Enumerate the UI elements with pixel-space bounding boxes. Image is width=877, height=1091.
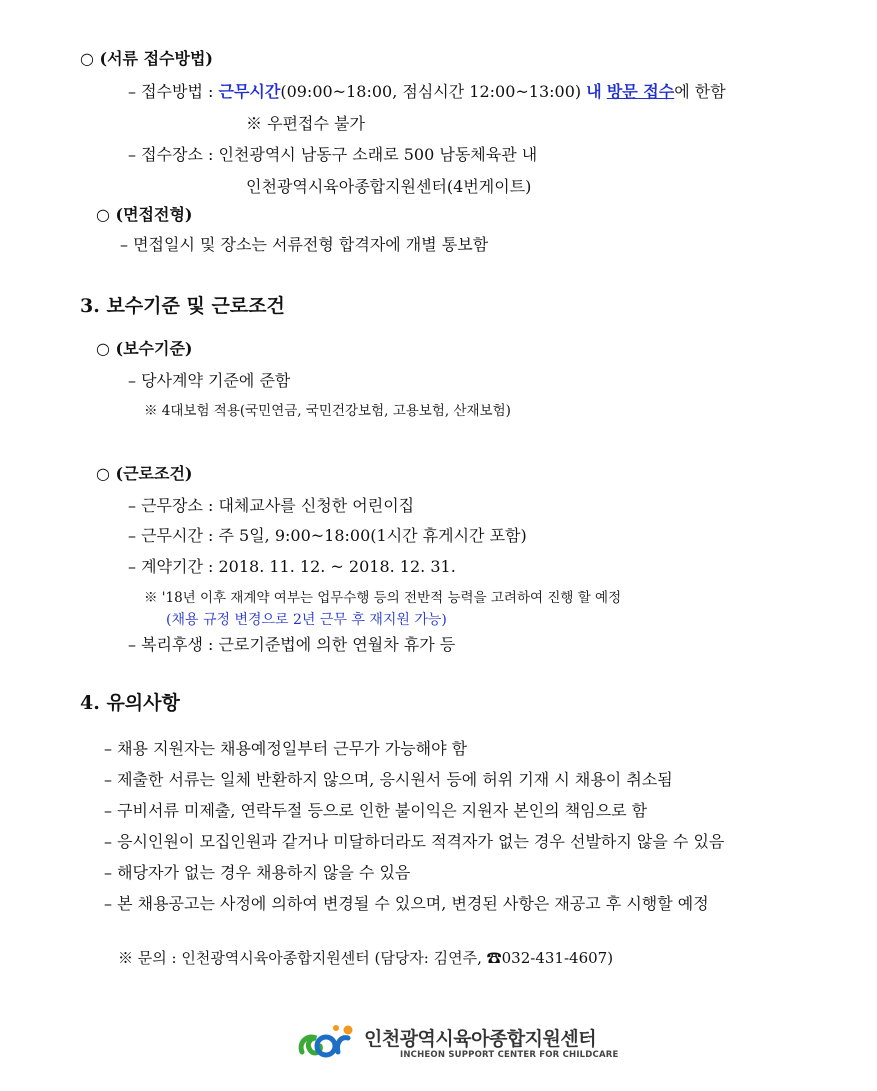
work-place: – 근무장소 : 대체교사를 신청한 어린이집 (128, 496, 415, 515)
contact-line: ※ 문의 : 인천광역시육아종합지원센터 (담당자: 김연주, ☎032-431-4607) (118, 949, 614, 967)
work-note: ※ '18년 이후 재계약 여부는 업무수행 등의 전반적 능력을 고려하여 진행 할 예정 (144, 590, 622, 606)
method-tail: 에 한함 (674, 82, 726, 101)
logo-name: 인천광역시육아종합지원센터 (364, 1028, 597, 1050)
interview-line: – 면접일시 및 장소는 서류전형 합격자에 개별 통보함 (120, 235, 489, 254)
notice-item: – 본 채용공고는 사정에 의하여 변경될 수 있으며, 변경된 사항은 재공고 후 시행할 예정 (104, 894, 709, 913)
center-logo (296, 1022, 619, 1068)
section4-title: 4. 유의사항 (80, 692, 180, 714)
pay-note: ※ 4대보험 적용(국민연금, 국민건강보험, 고용보험, 산재보험) (144, 403, 511, 419)
docs-place-line2: 인천광역시육아종합지원센터(4번게이트) (246, 177, 532, 196)
notice-item: – 응시인원이 모집인원과 같거나 미달하더라도 적격자가 없는 경우 선발하지 않을 수 있음 (104, 832, 725, 851)
docs-method-note: ※ 우편접수 불가 (246, 114, 365, 133)
docs-place-line1: – 접수장소 : 인천광역시 남동구 소래로 500 남동체육관 내 (128, 145, 538, 164)
notice-item: – 구비서류 미제출, 연락두절 등으로 인한 불이익은 지원자 본인의 책임으로 함 (104, 801, 648, 820)
section3-title: 3. 보수기준 및 근로조건 (80, 295, 285, 317)
method-hours-detail: (09:00~18:00, 점심시간 12:00~13:00) (280, 82, 582, 101)
notice-item: – 제출한 서류는 일체 반환하지 않으며, 응시원서 등에 허위 기재 시 채용이 취소됨 (104, 770, 673, 789)
logo-mark-icon (296, 1022, 360, 1068)
notice-item: – 채용 지원자는 채용예정일부터 근무가 가능해야 함 (104, 739, 468, 758)
work-period: – 계약기간 : 2018. 11. 12. ~ 2018. 12. 31. (128, 557, 456, 576)
work-heading: ○ (근로조건) (96, 464, 193, 483)
pay-heading: ○ (보수기준) (96, 339, 193, 358)
method-label: 접수방법 : (141, 82, 214, 101)
dash: – (128, 82, 136, 101)
method-in: 내 (586, 82, 602, 101)
docs-method-line (128, 81, 726, 103)
notice-item: – 해당자가 없는 경우 채용하지 않을 수 있음 (104, 863, 411, 882)
logo-english: INCHEON SUPPORT CENTER FOR CHILDCARE (400, 1050, 619, 1060)
method-visit: 방문 접수 (606, 82, 675, 101)
interview-heading: ○ (면접전형) (96, 205, 193, 224)
method-hours: 근무시간 (218, 82, 281, 101)
work-note-blue: (채용 규정 변경으로 2년 근무 후 재지원 가능) (166, 612, 447, 628)
welfare: – 복리후생 : 근로기준법에 의한 연월차 휴가 등 (128, 635, 456, 654)
work-hours: – 근무시간 : 주 5일, 9:00~18:00(1시간 휴게시간 포함) (128, 526, 527, 545)
pay-line: – 당사계약 기준에 준함 (128, 371, 291, 390)
docs-heading: ○ (서류 접수방법) (80, 49, 213, 68)
